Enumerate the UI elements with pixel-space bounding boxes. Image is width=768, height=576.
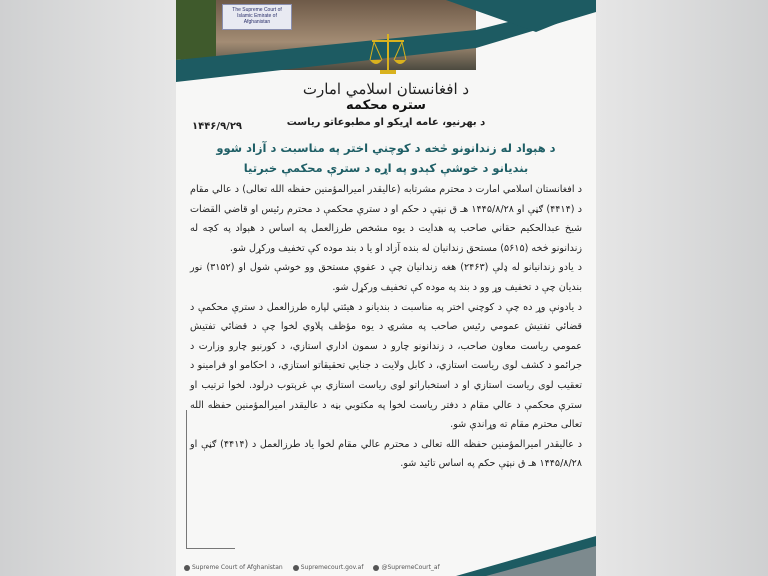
- paragraph: د یادو زندانیانو له ډلې (۲۴۶۳) هغه زندانیان چې د عفوې مستحق وو خوشې شول او (۳۱۵۲) نور بندیان چې د تخفیف وړ وو د بند په موده کې تخفیف ورکړل شو.: [190, 262, 582, 293]
- paragraph: د افغانستان اسلامي امارت د محترم مشرتابه (عالیقدر امیرالمؤمنین حفظه الله تعالی) د عالي مقام د (۴۴۱۴) ګڼې او ۱۴۴۵/۸/۲۸ هـ ق نېټې د حکم او د سترې محکمې د محترم رئیس او قاضي القضات شیخ عبدالحکیم حقاني صاحب په هدایت د یوه مشخص طرزالعمل په اساس د هېواد په کچه له زندانونو څخه (۵۶۱۵) مستحق زندانیان له بنده آزاد او یا د بند موده کې تخفیف ورکړل شو.: [190, 184, 582, 254]
- date: ۱۴۴۶/۹/۲۹: [192, 121, 243, 132]
- headline: [186, 138, 586, 178]
- globe-icon: [293, 565, 299, 571]
- background-blur-left: [0, 0, 176, 576]
- building-sign-text: The Supreme Court of Islamic Emirate of Afghanistan: [232, 7, 282, 25]
- scales-of-justice-icon: [366, 30, 410, 78]
- headline-line-1: د هېواد له زندانونو څخه د کوچني اختر په مناسبت د آزاد شوو: [216, 141, 556, 155]
- facebook-icon: [184, 565, 190, 571]
- footer-facebook: Supreme Court of Afghanistan: [184, 564, 283, 571]
- headline-line-2: بندیانو د خوشې کېدو په اړه د سترې محکمې خبرتیا: [243, 161, 529, 175]
- footer: [184, 564, 440, 571]
- background-blur-right: [596, 0, 768, 576]
- court-name: ستره محکمه: [346, 98, 426, 113]
- body-text: [190, 180, 582, 474]
- emirate-calligraphy: د افغانستان اسلامي امارت: [302, 80, 470, 98]
- footer-twitter: @SupremeCourt_af: [373, 564, 439, 571]
- press-release-document: [176, 0, 596, 576]
- decorative-frame: [186, 410, 235, 549]
- department-name: د بهرنیو، عامه اړیکو او مطبوعاتو ریاست: [286, 117, 486, 128]
- paragraph: د یادونې وړ ده چې د کوچني اختر په مناسبت د بندیانو د هیئتي لپاره طرزالعمل د سترې محکمې د قضائي تفتیش عمومي رئیس صاحب په مشرۍ د یوه مؤظف پلاوي لخوا چې د قضائي تفتیش عمومي ریاست معاون صاحب، د زندانونو چارو د سمون اداري استازي، د کورنیو چارو وزارت د جرائمو د کشف لوی ریاست استازي، د کابل ولایت د جنایي تحقیقاتو استازي، د احکامو او فرامینو د تعقیب لوی ریاست استازي او د استخباراتو لوی ریاست استازي بې غرېتوب درلود. لخوا ترتیب او سترې محکمې د عالي مقام د دفتر ریاست لخوا په مکتوبي بڼه د عالیقدر امیرالمؤمنین حفظه الله تعالی محترم مقام ته وړاندې شو.: [190, 301, 582, 431]
- twitter-icon: [373, 565, 379, 571]
- footer-website: Supremecourt.gov.af: [293, 564, 364, 571]
- paragraph: د عالیقدر امیرالمؤمنین حفظه الله تعالی د محترم عالي مقام لخوا یاد طرزالعمل د (۴۴۱۴) ګڼې او ۱۴۴۵/۸/۲۸ هـ ق نېټې حکم په اساس تائید شو.: [190, 438, 582, 470]
- bottom-building-photo: [456, 536, 596, 576]
